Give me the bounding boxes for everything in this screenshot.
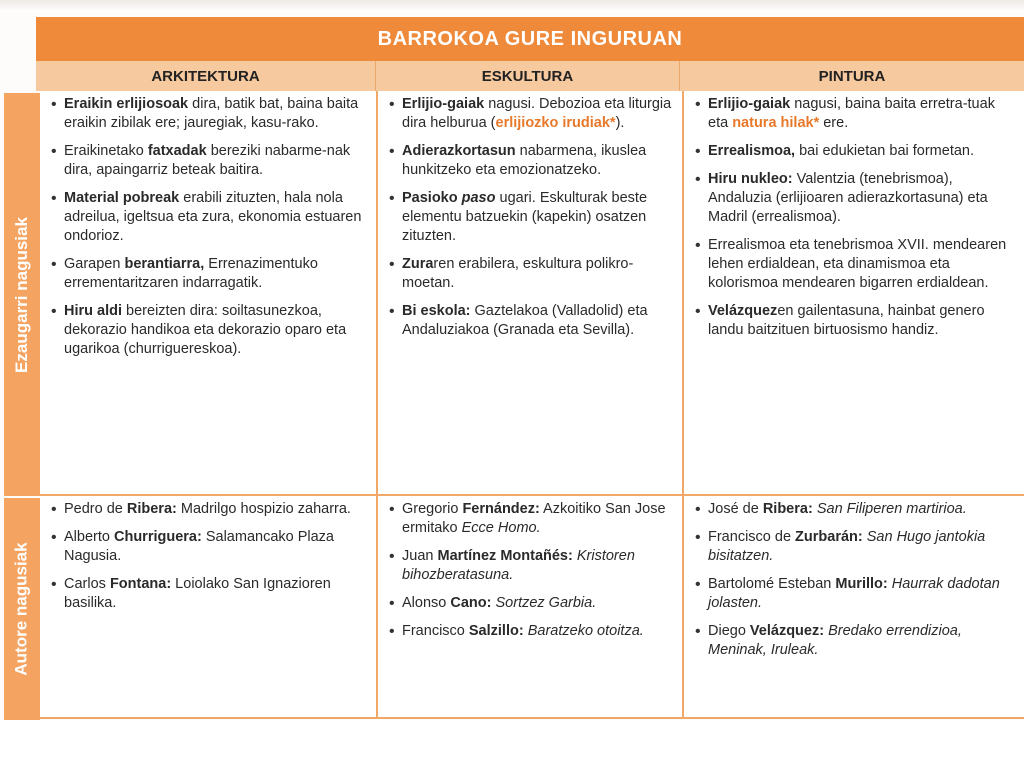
cell-pintura-ezaugarriak xyxy=(684,91,1024,496)
text-run: Erlijio-gaiak xyxy=(402,96,485,112)
text-run: ere. xyxy=(819,115,849,131)
bullet-item xyxy=(392,547,674,585)
text-run: San Filiperen martirioa. xyxy=(816,501,967,517)
content-grid xyxy=(40,91,1024,719)
text-run: Zura xyxy=(402,256,434,272)
text-run: Sortzez Garbia. xyxy=(495,595,597,611)
cell-arkitektura-ezaugarriak xyxy=(40,91,378,496)
text-run: Juan xyxy=(402,548,438,564)
bullet-item xyxy=(392,500,674,538)
text-run: Cano: xyxy=(450,595,492,611)
text-run: Bredako errendizioa, Meninak, Iruleak. xyxy=(708,623,962,658)
text-run: Garapen xyxy=(64,256,125,272)
bullet-item xyxy=(698,236,1016,293)
bullet-item xyxy=(698,302,1016,340)
text-run: Churriguera: xyxy=(113,529,202,545)
text-run: Fernández: xyxy=(462,501,540,517)
column-header-arkitektura: ARKITEKTURA xyxy=(36,61,376,91)
bullet-item xyxy=(392,594,674,613)
bullet-item xyxy=(54,302,368,359)
text-run: Erlijio-gaiak xyxy=(708,96,791,112)
text-run: Madrilgo hospizio zaharra. xyxy=(176,501,351,517)
bullet-item xyxy=(392,302,674,340)
text-run: natura hilak* xyxy=(732,115,820,131)
bullet-item xyxy=(392,189,674,246)
bullet-item xyxy=(698,170,1016,227)
row-header-autore-nagusiak xyxy=(4,498,40,720)
bullet-item xyxy=(54,142,368,180)
text-run: Francisco xyxy=(402,623,469,639)
text-run: en gailentasuna, hainbat genero landu baitzituen birtuosismo handiz. xyxy=(708,303,985,338)
text-run: Baratzeko otoitza. xyxy=(527,623,644,639)
bullet-item xyxy=(698,500,1016,519)
text-run: Bartolomé Esteban xyxy=(708,576,836,592)
text-run: Ecce Homo. xyxy=(461,520,541,536)
text-run: Velázquez xyxy=(708,303,778,319)
text-run: bereziki nabarme-nak dira, apaingarriz beteak baitira. xyxy=(64,143,351,178)
cell-eskultura-autoreak xyxy=(378,496,684,719)
text-run: ). xyxy=(615,115,625,131)
row-header-ezaugarri-nagusiak xyxy=(4,93,40,496)
text-run: Azkoitiko San Jose ermitako xyxy=(402,501,666,536)
table-title: BARROKOA GURE INGURUAN xyxy=(377,27,683,50)
text-run: erlijiozko irudiak* xyxy=(495,115,616,131)
text-run: ren erabilera, eskultura polikro-moetan. xyxy=(402,256,634,291)
text-run: Francisco de xyxy=(708,529,796,545)
text-run: Valentzia (tenebrismoa), Andaluzia (erlijioaren adierazkortasuna) eta Madril (errealismoa). xyxy=(708,171,988,225)
top-strip xyxy=(0,0,1024,12)
text-run: Eraikin erlijiosoak xyxy=(64,96,189,112)
text-run: Adierazkortasun xyxy=(402,143,516,159)
cell-pintura-autoreak xyxy=(684,496,1024,719)
bullet-item xyxy=(392,95,674,133)
text-run: Errealismoa, xyxy=(708,143,796,159)
bullet-item xyxy=(392,622,674,641)
text-run: Pasioko xyxy=(402,190,462,206)
text-run: San Hugo jantokia bisitatzen. xyxy=(708,529,986,564)
bullet-item xyxy=(54,95,368,133)
text-run: dira, batik bat, baina baita eraikin zibilak ere; jauregiak, kasu-rako. xyxy=(64,96,359,131)
text-run: Zurbarán: xyxy=(795,529,863,545)
cell-eskultura-ezaugarriak xyxy=(378,91,684,496)
text-run: Kristoren bihozberatasuna. xyxy=(402,548,635,583)
text-run: Loiolako San Ignazioren basilika. xyxy=(64,576,331,611)
column-headers xyxy=(36,61,1024,91)
text-run: Bi eskola: xyxy=(402,303,471,319)
text-run: Velázquez: xyxy=(749,623,825,639)
column-header-eskultura: ESKULTURA xyxy=(376,61,680,91)
row-header-label: Ezaugarri nagusiak xyxy=(12,216,32,373)
text-run: Salzillo: xyxy=(468,623,524,639)
text-run: bai edukietan bai formetan. xyxy=(795,143,975,159)
bullet-item xyxy=(54,528,368,566)
bullet-item xyxy=(698,622,1016,660)
text-run: erabili zituzten, hala nola adreilua, igeltsua eta zura, ekonomia estuaren ondorioz. xyxy=(64,190,362,244)
bottom-margin xyxy=(0,720,1024,768)
text-run: Hiru nukleo: xyxy=(708,171,793,187)
text-run: nagusi. Debozioa eta liturgia dira helburua ( xyxy=(402,96,672,131)
text-run: Ribera: xyxy=(762,501,813,517)
text-run: berantiarra, xyxy=(124,256,205,272)
text-run: nagusi, baina baita erretra-tuak eta xyxy=(708,96,995,131)
text-run: Murillo: xyxy=(835,576,888,592)
text-run: Martínez Montañés: xyxy=(437,548,573,564)
bullet-item xyxy=(698,95,1016,133)
bullet-item xyxy=(392,142,674,180)
bullet-item xyxy=(698,142,1016,161)
text-run: fatxadak xyxy=(147,143,207,159)
text-run: paso xyxy=(461,190,496,206)
text-run: nabarmena, ikuslea hunkitzeko eta emozionatzeko. xyxy=(402,143,647,178)
bullet-item xyxy=(54,255,368,293)
text-run: Fontana: xyxy=(109,576,172,592)
text-run: Haurrak dadotan jolasten. xyxy=(708,576,1000,611)
bullet-item xyxy=(698,528,1016,566)
text-run: Errenazimentuko errementaritzaren indarragatik. xyxy=(64,256,318,291)
text-run: Material pobreak xyxy=(64,190,180,206)
text-run: Pedro de xyxy=(64,501,127,517)
bullet-item xyxy=(54,575,368,613)
text-run: ugari. Eskulturak beste elementu batzuekin (kapekin) osatzen zituzten. xyxy=(402,190,648,244)
text-run: Alberto xyxy=(64,529,114,545)
bullet-item xyxy=(392,255,674,293)
row-header-label: Autore nagusiak xyxy=(12,542,32,676)
column-header-pintura: PINTURA xyxy=(680,61,1024,91)
bullet-item xyxy=(54,500,368,519)
text-run: bereizten dira: soiltasunezkoa, dekorazio handikoa eta dekorazio oparo eta ugarikoa (churriguereskoa). xyxy=(64,303,347,357)
table-title-banner xyxy=(36,17,1024,61)
text-run: Gregorio xyxy=(402,501,463,517)
text-run: Diego xyxy=(708,623,750,639)
text-run: Salamancako Plaza Nagusia. xyxy=(64,529,334,564)
text-run: Alonso xyxy=(402,595,451,611)
text-run: Errealismoa eta tenebrismoa XVII. mendearen lehen erdialdean, eta dinamismoa eta kolorismoa mendearen bigarren erdialdean. xyxy=(708,237,1007,291)
text-run: Hiru aldi xyxy=(64,303,123,319)
text-run: José de xyxy=(708,501,763,517)
cell-arkitektura-autoreak xyxy=(40,496,378,719)
text-run: Gaztelakoa (Valladolid) eta Andaluziakoa (Granada eta Sevilla). xyxy=(402,303,648,338)
text-run: Ribera: xyxy=(126,501,177,517)
text-run: Carlos xyxy=(64,576,110,592)
bullet-item xyxy=(54,189,368,246)
text-run: Eraikinetako xyxy=(64,143,148,159)
bullet-item xyxy=(698,575,1016,613)
